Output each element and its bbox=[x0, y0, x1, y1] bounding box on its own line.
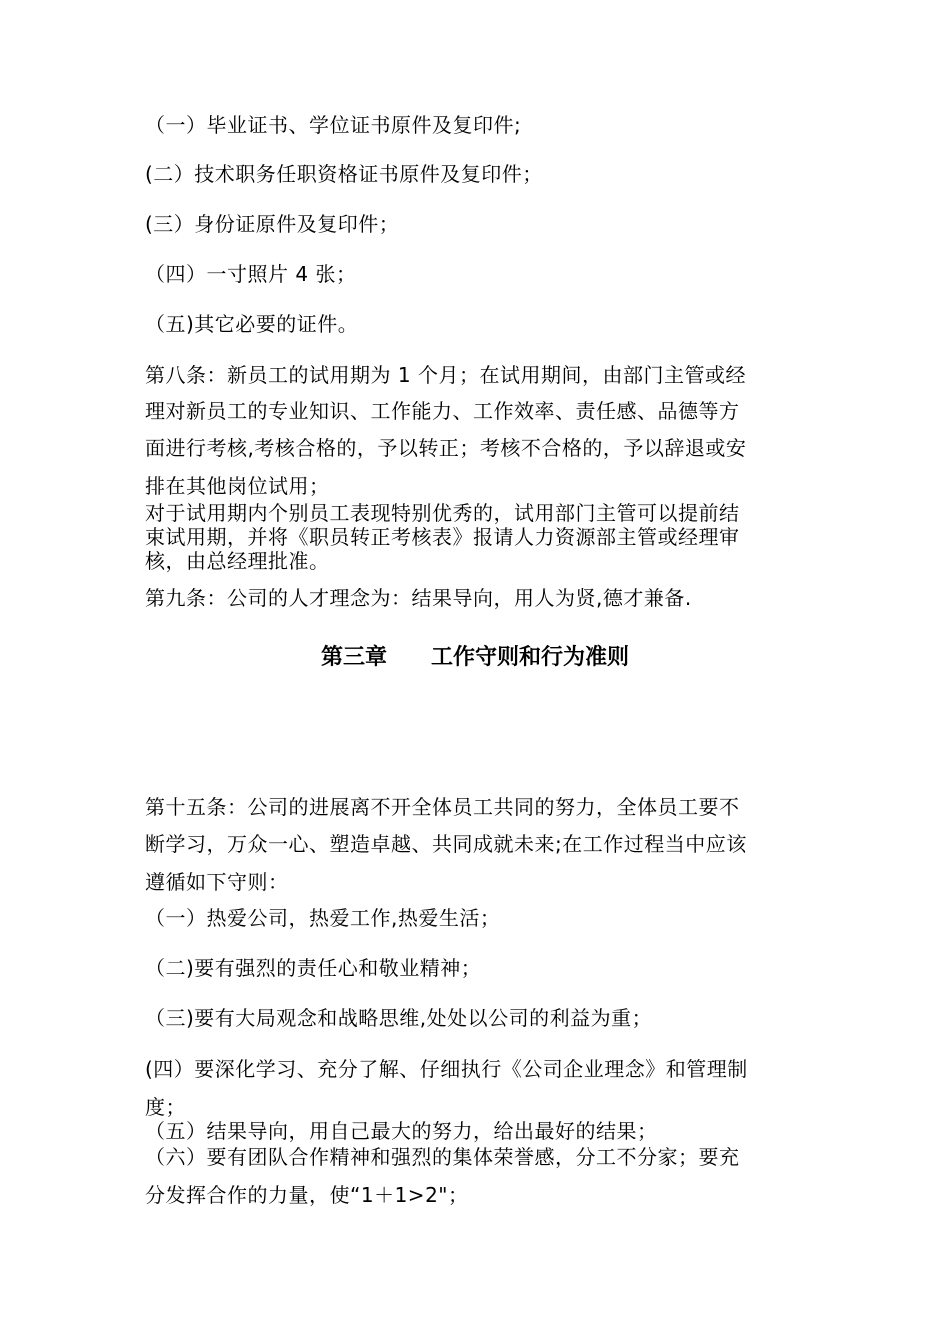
article-15-line: 第十五条：公司的进展离不开全体员工共同的努力，全体员工要不 bbox=[145, 795, 740, 819]
article-8-line: 束试用期，并将《职员转正考核表》报请人力资源部主管或经理审 bbox=[145, 525, 740, 549]
list-item: （二)要有强烈的责任心和敬业精神； bbox=[145, 956, 482, 980]
article-8-line: 排在其他岗位试用； bbox=[145, 474, 330, 498]
article-8-line: 理对新员工的专业知识、工作能力、工作效率、责任感、品德等方 bbox=[145, 399, 740, 423]
article-8-line: 面进行考核,考核合格的，予以转正；考核不合格的，予以辞退或安 bbox=[145, 436, 747, 460]
list-item: （一）毕业证书、学位证书原件及复印件; bbox=[145, 113, 522, 137]
list-item: （三)要有大局观念和战略思维,处处以公司的利益为重； bbox=[145, 1006, 653, 1030]
article-8-line: 第八条：新员工的试用期为 1 个月；在试用期间，由部门主管或经 bbox=[145, 363, 746, 387]
list-item: (二）技术职务任职资格证书原件及复印件； bbox=[145, 162, 543, 186]
article-9-line: 第九条：公司的人才理念为：结果导向，用人为贤,德才兼备. bbox=[145, 586, 692, 610]
article-8-line: 对于试用期内个别员工表现特别优秀的，试用部门主管可以提前结 bbox=[145, 501, 740, 525]
list-item: （六）要有团队合作精神和强烈的集体荣誉感，分工不分家；要充 bbox=[145, 1145, 740, 1169]
article-8-line: 核，由总经理批准。 bbox=[145, 549, 330, 573]
list-item: （五）结果导向，用自己最大的努力，给出最好的结果； bbox=[145, 1119, 658, 1143]
chapter-heading: 第三章 工作守则和行为准则 bbox=[320, 645, 629, 670]
list-item: 度； bbox=[145, 1095, 186, 1119]
list-item: 分发挥合作的力量，使“1＋1>2"； bbox=[145, 1183, 469, 1207]
list-item: (四）要深化学习、充分了解、仔细执行《公司企业理念》和管理制 bbox=[145, 1057, 748, 1081]
article-15-line: 遵循如下守则： bbox=[145, 870, 289, 894]
list-item: (三）身份证原件及复印件； bbox=[145, 212, 400, 236]
article-15-line: 断学习，万众一心、塑造卓越、共同成就未来;在工作过程当中应该 bbox=[145, 832, 747, 856]
list-item: （一）热爱公司，热爱工作,热爱生活； bbox=[145, 906, 501, 930]
list-item: （五)其它必要的证件。 bbox=[145, 312, 359, 336]
list-item: （四）一寸照片 4 张； bbox=[145, 262, 357, 286]
